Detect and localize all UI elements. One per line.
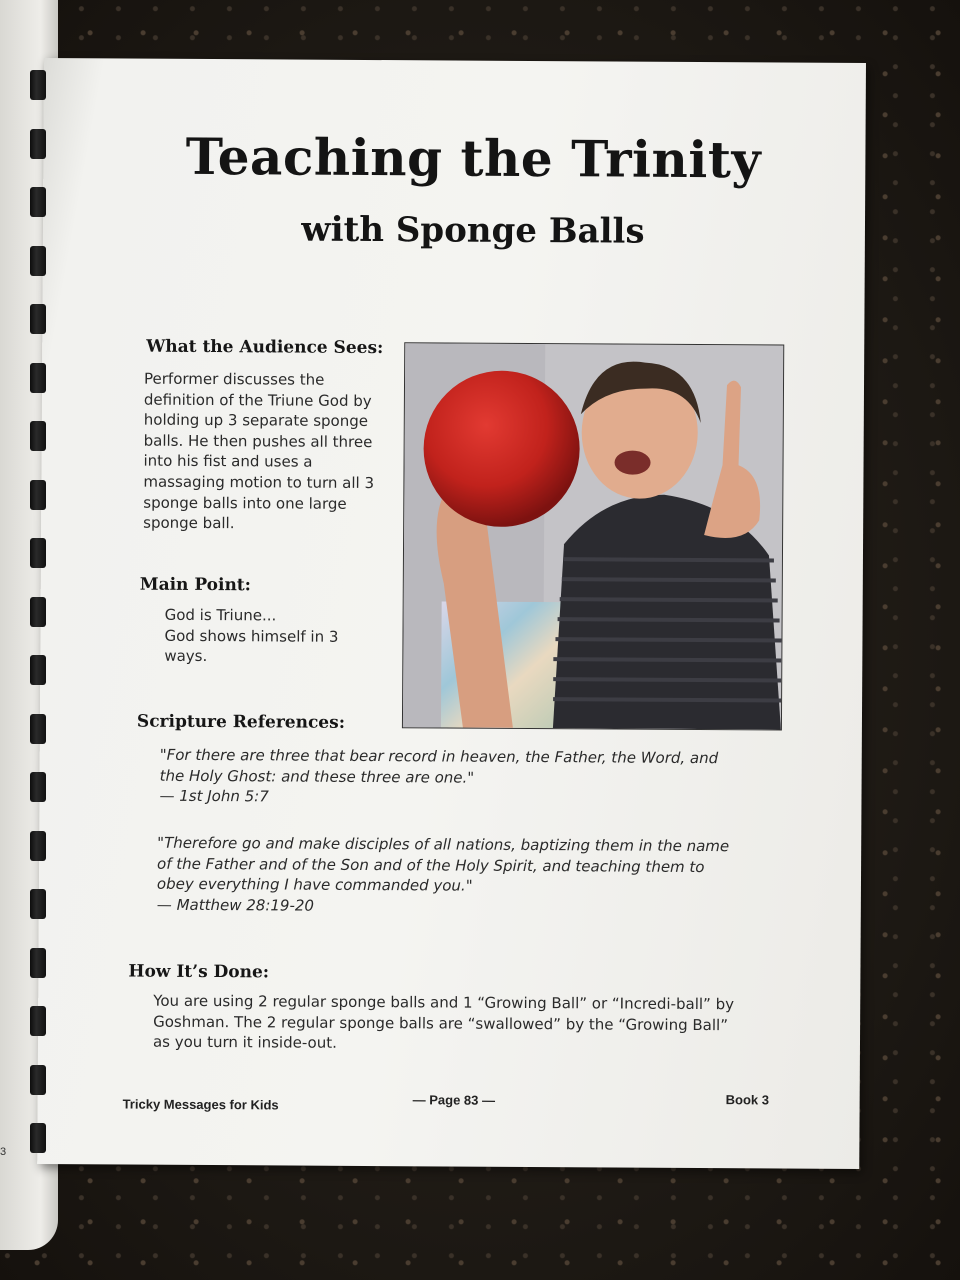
spiral-coil — [30, 1065, 46, 1095]
main-point-line: ways. — [164, 646, 208, 666]
performer-photo — [402, 342, 784, 730]
how-text — [153, 991, 803, 1057]
audience-line: Performer discusses the — [143, 369, 325, 389]
previous-page-number: 3 — [0, 1146, 7, 1158]
main-point-heading: Main Point: — [139, 574, 252, 596]
scripture-heading: Scripture References: — [136, 711, 346, 733]
spiral-coil — [30, 421, 46, 451]
performer-photo-illustration — [403, 343, 783, 729]
footer-page-number: — Page 83 — — [412, 1092, 496, 1108]
spiral-coil — [30, 480, 46, 510]
audience-line: massaging motion to turn all 3 — [143, 472, 375, 492]
footer-book-title: Tricky Messages for Kids — [122, 1096, 279, 1113]
spiral-binding — [30, 70, 54, 1180]
footer-book-number: Book 3 — [725, 1092, 770, 1108]
spiral-coil — [30, 597, 46, 627]
spiral-coil — [30, 948, 46, 978]
spiral-coil — [30, 831, 46, 861]
scripture-reference: — 1st John 5:7 — [159, 786, 269, 806]
spiral-coil — [30, 363, 46, 393]
how-heading: How It’s Done: — [128, 961, 270, 983]
scripture-quote-line: "For there are three that bear record in heaven, the Father, the Word, and — [159, 745, 719, 768]
audience-line: definition of the Triune God by — [143, 390, 372, 410]
main-point-line: God shows himself in 3 — [164, 626, 339, 646]
spiral-coil — [30, 304, 46, 334]
scripture-quote-2 — [157, 833, 797, 919]
scripture-reference: — Matthew 28:19-20 — [156, 895, 315, 915]
how-line: Goshman. The 2 regular sponge balls are “swallowed” by the “Growing Ball” — [153, 1012, 729, 1034]
how-line: as you turn it inside-out. — [152, 1032, 337, 1052]
spiral-coil — [30, 70, 46, 100]
spiral-coil — [30, 538, 46, 568]
spiral-coil — [30, 246, 46, 276]
audience-line: sponge balls into one large — [143, 493, 347, 513]
audience-line: sponge ball. — [143, 513, 235, 533]
audience-line: into his fist and uses a — [143, 451, 313, 472]
scripture-quote-line: the Holy Ghost: and these three are one." — [159, 766, 475, 787]
spiral-coil — [30, 1006, 46, 1036]
page-subtitle: with Sponge Balls — [301, 209, 645, 252]
scripture-quote-line: of the Father and of the Son and of the Holy Spirit, and teaching them to — [157, 854, 705, 876]
audience-text — [143, 369, 394, 535]
page-title: Teaching the Trinity — [185, 126, 762, 190]
scripture-quote-line: "Therefore go and make disciples of all nations, baptizing them in the name — [157, 833, 730, 856]
main-point-line: God is Triune... — [164, 605, 277, 625]
scripture-quote-1 — [159, 745, 799, 811]
main-point-text — [164, 605, 384, 668]
spiral-coil — [30, 772, 46, 802]
how-line: You are using 2 regular sponge balls and 1 “Growing Ball” or “Incredi-ball” by — [153, 991, 735, 1014]
spiral-coil — [30, 1123, 46, 1153]
scripture-quote-line: obey everything I have commanded you." — [156, 874, 473, 895]
audience-line: holding up 3 separate sponge — [143, 410, 369, 431]
audience-line: balls. He then pushes all three — [143, 431, 373, 451]
spiral-coil — [30, 714, 46, 744]
spiral-coil — [30, 129, 46, 159]
spiral-coil — [30, 187, 46, 217]
spiral-coil — [30, 889, 46, 919]
audience-heading: What the Audience Sees: — [146, 336, 384, 359]
book-page — [37, 58, 866, 1169]
spiral-coil — [30, 655, 46, 685]
